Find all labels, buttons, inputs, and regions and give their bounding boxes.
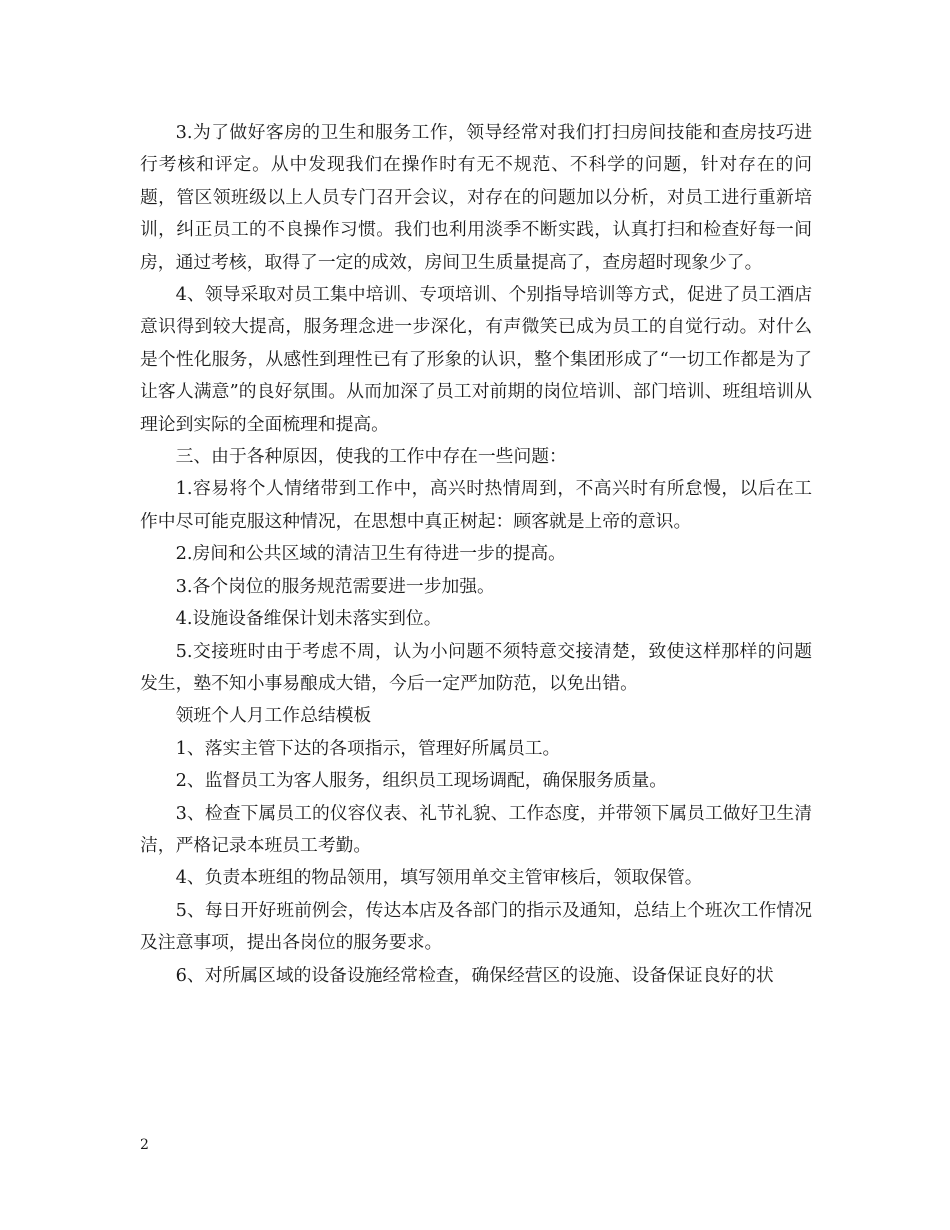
duty-item-6: 6、对所属区域的设备设施经常检查，确保经营区的设施、设备保证良好的状 [175,964,774,986]
duty-item-1: 1、落实主管下达的各项指示，管理好所属员工。 [175,737,561,759]
template-title: 领班个人月工作总结模板 [175,705,372,727]
duty-item-3: 3、检查下属员工的仪容仪表、礼节礼貌、工作态度，并带领下属员工做好卫生清洁，严格记录本班员工考勤。 [140,802,812,856]
duty-item-4: 4、负责本班组的物品领用，填写领用单交主管审核后，领取保管。 [175,867,703,889]
problem-item-5: 5.交接班时由于考虑不周，认为小问题不须特意交接清楚，致使这样那样的问题发生，塾不知小事易酿成大错，今后一定严加防范，以免出错。 [140,640,812,694]
section-heading-problems: 三、由于各种原因，使我的工作中存在一些问题： [175,446,567,468]
problem-item-3: 3.各个岗位的服务规范需要进一步加强。 [175,575,495,597]
duty-item-2: 2、监督员工为客人服务，组织员工现场调配，确保服务质量。 [175,770,668,792]
problem-item-4: 4.设施设备维保计划未落实到位。 [175,608,442,630]
paragraph-1: 3.为了做好客房的卫生和服务工作，领导经常对我们打扫房间技能和查房技巧进行考核和评定。从中发现我们在操作时有无不规范、不科学的问题，针对存在的问题，管区领班级以上人员专门召开会议，对存在的问题加以分析，对员工进行重新培训，纠正员工的不良操作习惯。我们也利用淡季不断实践，认真打扫和检查好每一间房，通过考核，取得了一定的成效，房间卫生质量提高了，查房超时现象少了。 [140,122,812,273]
document-body [140,117,812,992]
page-number: 2 [140,1137,149,1153]
paragraph-2: 4、领导采取对员工集中培训、专项培训、个别指导培训等方式，促进了员工酒店意识得到较大提高，服务理念进一步深化，有声微笑已成为员工的自觉行动。对什么是个性化服务，从感性到理性已有了形象的认识，整个集团形成了“一切工作都是为了让客人满意”的良好氛围。从而加深了员工对前期的岗位培训、部门培训、班组培训从理论到实际的全面梳理和提高。 [140,284,812,435]
problem-item-1: 1.容易将个人情绪带到工作中，高兴时热情周到，不高兴时有所怠慢，以后在工作中尽可能克服这种情况，在思想中真正树起：顾客就是上帝的意识。 [140,478,812,532]
problem-item-2: 2.房间和公共区域的清洁卫生有待进一步的提高。 [175,543,566,565]
duty-item-5: 5、每日开好班前例会，传达本店及各部门的指示及通知，总结上个班次工作情况及注意事项，提出各岗位的服务要求。 [140,899,812,954]
